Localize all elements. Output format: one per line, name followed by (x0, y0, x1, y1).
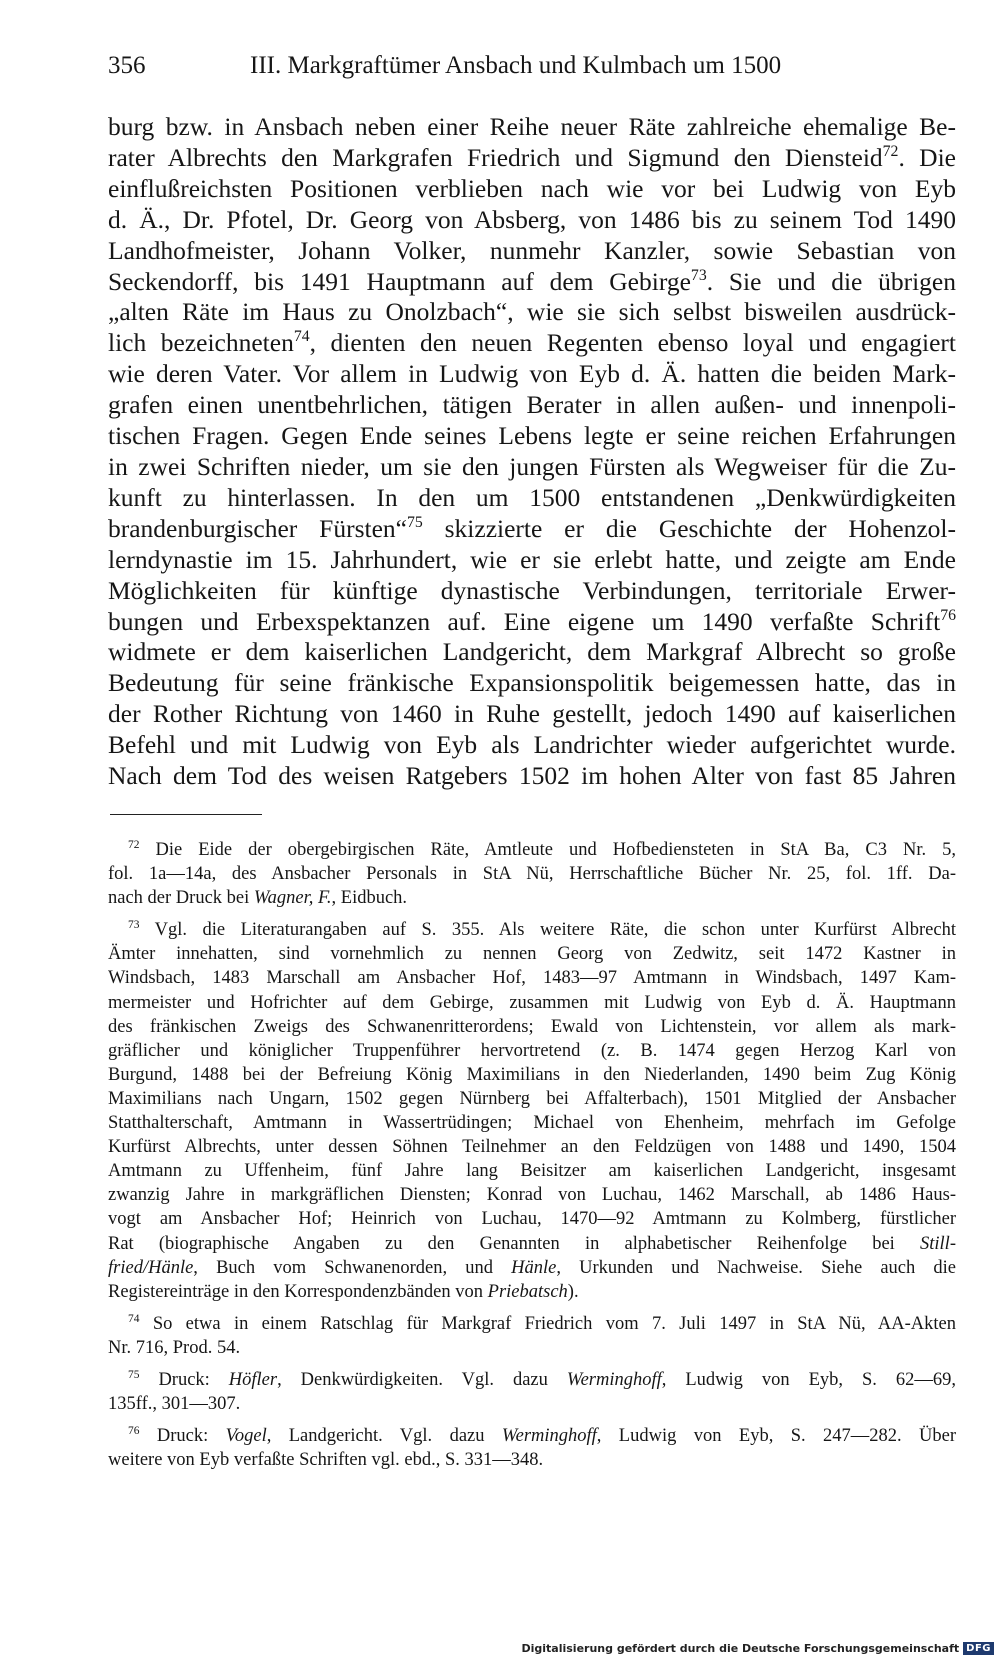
footnote-line: Nr. 716, Prod. 54. (108, 1337, 241, 1358)
text-line: tischen Fragen. Gegen Ende seines Lebens legte er seine reichen Erfahrungen (108, 421, 956, 451)
author-name: fried/Hänle (108, 1257, 194, 1278)
footnote-ref[interactable]: 75 (406, 513, 423, 531)
running-title: III. Markgraftümer Ansbach und Kulmbach um 1500 (250, 52, 782, 79)
footnote-line: des fränkischen Zweigs des Schwanenritterordens; Ewald von Lichtenstein, vor allem als mark- (108, 1016, 956, 1037)
footnote (108, 1368, 956, 1416)
footnote (108, 838, 956, 910)
text-line: lerndynastie im 15. Jahrhundert, wie er sie erlebt hatte, und zeigte am Ende (108, 544, 956, 574)
text-line: Möglichkeiten für künftige dynastische Verbindungen, territoriale Erwer- (108, 575, 956, 605)
footnote-line: $^{74}$ So etwa in einem Ratschlag für Markgraf Friedrich vom 7. Juli 1497 in StA Nü, AA-Akten (128, 1312, 957, 1334)
footnote-ref[interactable]: 72 (882, 143, 899, 161)
text-line: grafen einen unentbehrlichen, tätigen Berater in allen außen- und innenpoli- (108, 390, 956, 420)
footnote-divider (110, 814, 262, 815)
text-line: Landhofmeister, Johann Volker, nunmehr Kanzler, sowie Sebastian von (108, 235, 956, 265)
text-line: bungen und Erbexspektanzen auf. Eine eigene um 1490 verfaßte Schrift$^{76}$ (108, 606, 956, 636)
text-line: widmete er dem kaiserlichen Landgericht, dem Markgraf Albrecht so große (108, 637, 956, 667)
footnote-number: 72 (128, 838, 140, 851)
footnote-line: $^{75}$ Druck: Höfler, Denkwürdigkeiten. Vgl. dazu Werminghoff, Ludwig von Eyb, S. 62—69, (128, 1368, 957, 1390)
digitization-footer (521, 1642, 994, 1655)
footnote-line: fried/Hänle, Buch vom Schwanenorden, und Hänle, Urkunden und Nachweise. Siehe auch die (108, 1257, 956, 1278)
footnote-line: Ämter innehatten, sind vornehmlich zu nennen Georg von Zedwitz, seit 1472 Kastner in (108, 944, 956, 965)
footnote-number: 75 (128, 1368, 140, 1381)
footnote-ref[interactable]: 73 (690, 266, 707, 284)
footnotes (108, 838, 956, 1472)
text-line: kunft zu hinterlassen. In den um 1500 entstandenen „Denkwürdigkeiten (108, 482, 956, 512)
author-name: Werminghoff (501, 1426, 597, 1447)
text-line: rater Albrechts den Markgrafen Friedrich und Sigmund den Diensteid$^{72}$. Die (108, 142, 956, 172)
footnote-line: 135ff., 301—307. (108, 1394, 241, 1415)
main-text (108, 112, 956, 792)
text-line: Bedeutung für seine fränkische Expansionspolitik beigemessen hatte, das in (108, 668, 956, 698)
footnote-line: $^{76}$ Druck: Vogel, Landgericht. Vgl. dazu Werminghoff, Ludwig von Eyb, S. 247—282. Über (128, 1425, 957, 1447)
footnote (108, 1312, 956, 1360)
footnote-ref[interactable]: 76 (940, 606, 956, 624)
footnote-line: Windsbach, 1483 Marschall am Ansbacher Hof, 1483—97 Amtmann in Windsbach, 1497 Kam- (108, 968, 956, 989)
footnote-line: $^{73}$ Vgl. die Literaturangaben auf S. 355. Als weitere Räte, die schon unter Kurfürst Albrecht (128, 919, 956, 941)
text-line: in zwei Schriften nieder, um sie den jungen Fürsten als Wegweiser für die Zu- (108, 451, 956, 481)
footer-text: Digitalisierung gefördert durch die Deutsche Forschungsgemeinschaft (521, 1642, 960, 1655)
text-line: lich bezeichneten$^{74}$, dienten den neuen Regenten ebenso loyal und engagiert (108, 328, 956, 358)
text-line: Nach dem Tod des weisen Ratgebers 1502 im hohen Alter von fast 85 Jahren (108, 761, 956, 791)
footnote-line: Maximilians nach Ungarn, 1502 gegen Nürnberg bei Affalterbach), 1501 Mitglied der Ansbacher (108, 1088, 956, 1109)
running-header (108, 50, 808, 82)
footnote-number: 74 (128, 1312, 140, 1325)
footnote-ref[interactable]: 74 (293, 328, 310, 346)
footnote-line: fol. 1a—14a, des Ansbacher Personals in StA Nü, Herrschaftliche Bücher Nr. 25, fol. 1ff. Da- (108, 864, 956, 885)
text-line: d. Ä., Dr. Pfotel, Dr. Georg von Absberg, von 1486 bis zu seinem Tod 1490 (108, 204, 956, 234)
footnote (108, 1424, 956, 1472)
text-line: „alten Räte im Haus zu Onolzbach“, wie sie sich selbst bisweilen ausdrück- (108, 297, 956, 327)
text-line: einflußreichsten Positionen verblieben nach wie vor bei Ludwig von Eyb (108, 173, 956, 203)
text-line: der Rother Richtung von 1460 in Ruhe gestellt, jedoch 1490 auf kaiserlichen (108, 699, 956, 729)
text-line: wie deren Vater. Vor allem in Ludwig von Eyb d. Ä. hatten die beiden Mark- (108, 359, 956, 389)
author-name: Still- (920, 1233, 956, 1254)
text-line: Seckendorff, bis 1491 Hauptmann auf dem Gebirge$^{73}$. Sie und die übrigen (108, 266, 956, 296)
author-name: Werminghoff (566, 1369, 662, 1390)
footnote-line: gräflicher und königlicher Truppenführer hervortretend (z. B. 1474 gegen Herzog Karl von (108, 1040, 956, 1061)
page-number: 356 (108, 52, 146, 79)
footnote-number: 76 (128, 1425, 140, 1438)
text-line: burg bzw. in Ansbach neben einer Reihe neuer Räte zahlreiche ehemalige Be- (108, 112, 956, 141)
footnote-line: Amtmann zu Uffenheim, fünf Jahre lang Beisitzer am kaiserlichen Landgericht, insgesamt (108, 1161, 956, 1182)
footnote-line: nach der Druck bei Wagner, F., Eidbuch. (108, 888, 408, 909)
footnote-line: Rat (biographische Angaben zu den Genannten in alphabetischer Reihenfolge bei Still- (108, 1233, 956, 1254)
text-line: Befehl und mit Ludwig von Eyb als Landrichter wieder aufgerichtet wurde. (108, 730, 956, 760)
footnote-line: $^{72}$ Die Eide der obergebirgischen Räte, Amtleute und Hofbediensteten in StA Ba, C3 Nr. 5, (128, 838, 957, 860)
footnote-line: Statthalterschaft, Amtmann in Wassertrüdingen; Michael von Ehenheim, mehrfach im Gefolge (108, 1113, 956, 1134)
author-name: Höfler (228, 1369, 278, 1390)
dfg-logo: DFG (963, 1642, 994, 1655)
author-name: Wagner, F. (253, 888, 332, 909)
footnote-line: Registereinträge in den Korrespondenzbänden von Priebatsch). (108, 1281, 579, 1302)
footnote-line: Kurfürst Albrechts, unter dessen Söhnen Teilnehmer an den Feldzügen von 1488 und 1490, 1504 (108, 1137, 956, 1158)
author-name: Priebatsch (487, 1281, 568, 1302)
footnote (108, 918, 956, 1304)
footnote-line: zwanzig Jahre in markgräflichen Diensten; Konrad von Luchau, 1462 Marschall, ab 1486 Haus- (108, 1185, 956, 1206)
text-line: brandenburgischer Fürsten“$^{75}$ skizzierte er die Geschichte der Hohenzol- (108, 513, 956, 543)
footnote-line: weitere von Eyb verfaßte Schriften vgl. ebd., S. 331—348. (108, 1450, 544, 1471)
author-name: Vogel (225, 1426, 267, 1447)
footnote-line: vogt am Ansbacher Hof; Heinrich von Luchau, 1470—92 Amtmann zu Kolmberg, fürstlicher (108, 1209, 956, 1230)
footnote-number: 73 (128, 919, 140, 932)
footnote-line: mermeister und Hofrichter auf dem Gebirge, zusammen mit Ludwig von Eyb d. Ä. Hauptmann (108, 992, 956, 1013)
author-name: Hänle (511, 1257, 557, 1278)
footnote-line: Burgund, 1488 bei der Befreiung König Maximilians in den Niederlanden, 1490 beim Zug König (108, 1064, 956, 1085)
